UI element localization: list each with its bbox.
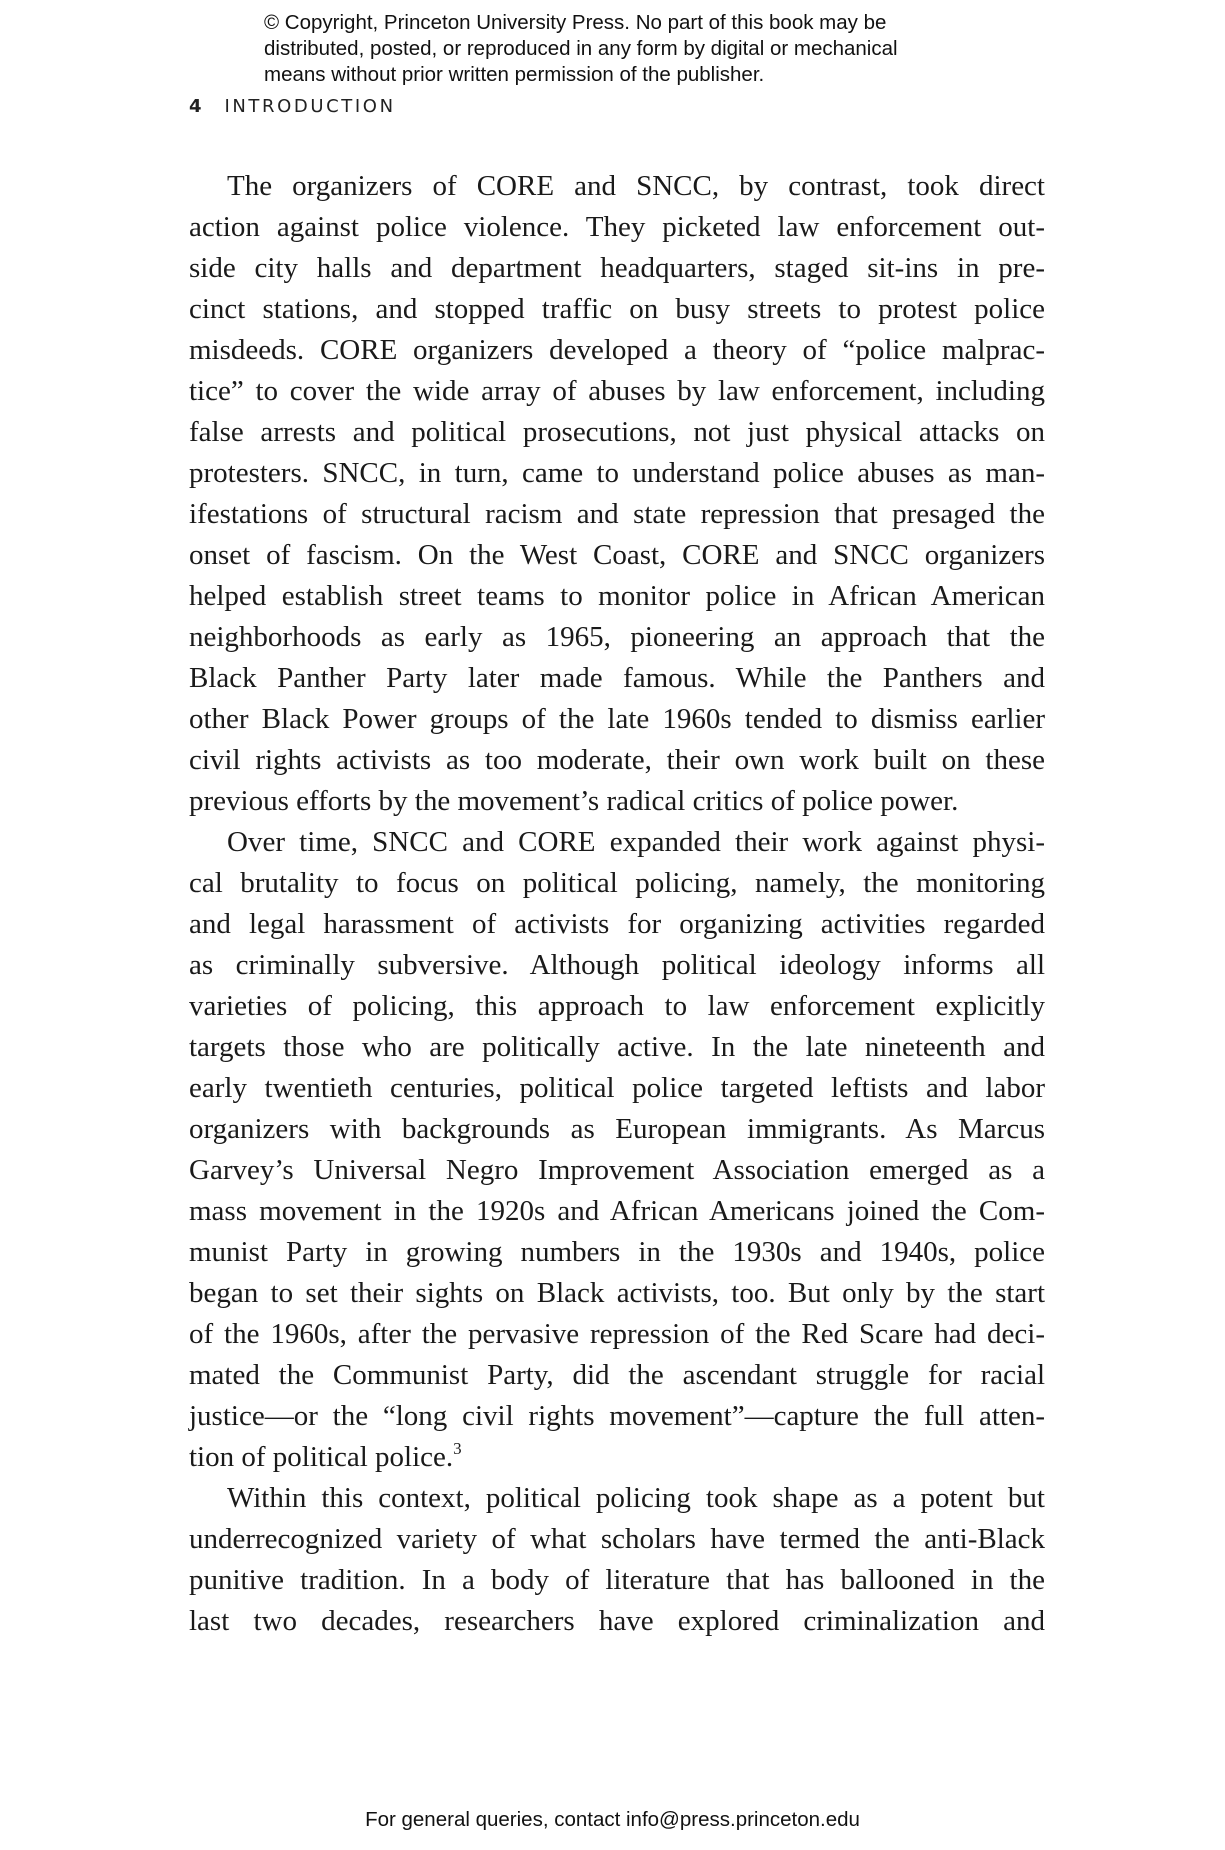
text-line: justice—or the “long civil rights movement”—capture the full atten- [189, 1400, 1045, 1432]
footer-contact: For general queries, contact info@press.princeton.edu [365, 1808, 860, 1831]
section-title: INTRODUCTION [224, 96, 396, 117]
text-line: helped establish street teams to monitor police in African American [189, 580, 1045, 612]
text-line: neighborhoods as early as 1965, pioneering an approach that the [189, 621, 1045, 653]
text-line: last two decades, researchers have explored criminalization and [189, 1605, 1045, 1637]
page-number: 4 [189, 96, 205, 117]
text-line: Over time, SNCC and CORE expanded their work against physi- [227, 826, 1045, 858]
body-text [189, 166, 1045, 1642]
text-line: cinct stations, and stopped traffic on busy streets to protest police [189, 293, 1045, 325]
footnote-reference[interactable]: 3 [453, 1439, 462, 1458]
text-line: organizers with backgrounds as European immigrants. As Marcus [189, 1113, 1045, 1145]
copyright-notice [264, 10, 984, 88]
text-line: tice” to cover the wide array of abuses by law enforcement, including [189, 375, 1045, 407]
text-line: mass movement in the 1920s and African Americans joined the Com- [189, 1195, 1045, 1227]
text-line: action against police violence. They picketed law enforcement out- [189, 211, 1045, 243]
text-line: side city halls and department headquarters, staged sit-ins in pre- [189, 252, 1045, 284]
text-line: Black Panther Party later made famous. While the Panthers and [189, 662, 1045, 694]
copyright-line: means without prior written permission of the publisher. [264, 63, 765, 86]
paragraph-3 [189, 1478, 1045, 1642]
copyright-line: © Copyright, Princeton University Press. No part of this book may be [264, 11, 887, 34]
text-line: punitive tradition. In a body of literature that has ballooned in the [189, 1564, 1045, 1596]
text-line: Within this context, political policing took shape as a potent but [227, 1482, 1045, 1514]
text-line: ifestations of structural racism and state repression that presaged the [189, 498, 1045, 530]
running-head [189, 96, 396, 117]
text-line: Garvey’s Universal Negro Improvement Association emerged as a [189, 1154, 1045, 1186]
text-line: The organizers of CORE and SNCC, by contrast, took direct [227, 170, 1045, 202]
paragraph-2 [189, 822, 1045, 1478]
text-line-content: tion of political police. [189, 1441, 454, 1473]
text-line: mated the Communist Party, did the ascendant struggle for racial [189, 1359, 1045, 1391]
text-line: misdeeds. CORE organizers developed a theory of “police malprac- [189, 334, 1045, 366]
text-line: targets those who are politically active. In the late nineteenth and [189, 1031, 1045, 1063]
text-line: of the 1960s, after the pervasive repression of the Red Scare had deci- [189, 1318, 1045, 1350]
text-line: other Black Power groups of the late 1960s tended to dismiss earlier [189, 703, 1045, 735]
text-line: false arrests and political prosecutions, not just physical attacks on [189, 416, 1045, 448]
text-line-with-footnote [189, 1437, 1045, 1478]
text-line: varieties of policing, this approach to law enforcement explicitly [189, 990, 1045, 1022]
text-line: and legal harassment of activists for organizing activities regarded [189, 908, 1045, 940]
paragraph-1 [189, 166, 1045, 822]
text-line: previous efforts by the movement’s radical critics of police power. [189, 785, 959, 817]
text-line: underrecognized variety of what scholars have termed the anti-Black [189, 1523, 1045, 1555]
text-line: munist Party in growing numbers in the 1930s and 1940s, police [189, 1236, 1045, 1268]
copyright-line: distributed, posted, or reproduced in any form by digital or mechanical [264, 37, 898, 60]
text-line: civil rights activists as too moderate, their own work built on these [189, 744, 1045, 776]
text-line: early twentieth centuries, political police targeted leftists and labor [189, 1072, 1045, 1104]
text-line: cal brutality to focus on political policing, namely, the monitoring [189, 867, 1045, 899]
text-line: onset of fascism. On the West Coast, CORE and SNCC organizers [189, 539, 1045, 571]
text-line: began to set their sights on Black activists, too. But only by the start [189, 1277, 1045, 1309]
text-line: as criminally subversive. Although political ideology informs all [189, 949, 1045, 981]
text-line: protesters. SNCC, in turn, came to understand police abuses as man- [189, 457, 1045, 489]
